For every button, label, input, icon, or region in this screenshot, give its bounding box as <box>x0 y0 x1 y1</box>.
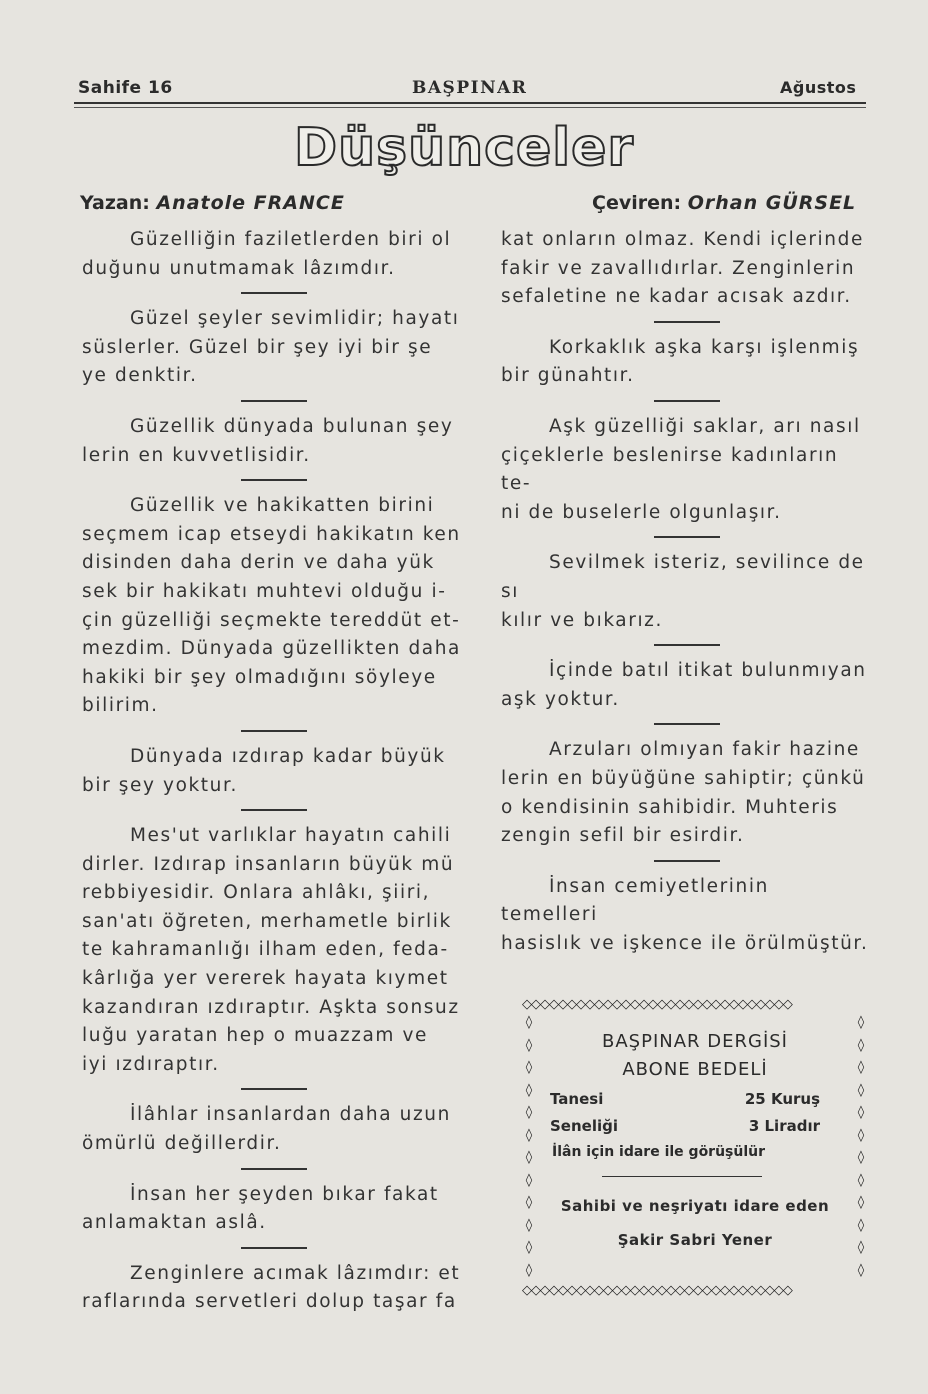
issue-month: Ağustos <box>780 78 857 97</box>
aphorism: Güzel şeyler sevimlidir; hayatı süslerler. Güzel bir şey iyi bir şe ye denktir. <box>82 308 460 387</box>
left-column <box>82 226 466 1317</box>
separator-rule <box>654 321 720 323</box>
price-row-yearly <box>550 1114 840 1138</box>
article-title: Düşünceler <box>293 118 634 178</box>
aphorism: İnsan cemiyetlerinin temelleri hasislık ve işkence ile örülmüştür. <box>501 875 869 954</box>
price-row-single <box>550 1084 840 1114</box>
separator-rule <box>241 730 307 732</box>
aphorism: İçinde batıl itikat bulunmıyan aşk yoktur. <box>501 660 867 710</box>
aphorism: Aşk güzelliği saklar, arı nasıl çiçeklerle beslenirse kadınların te- ni de buselerle olgunlaşır. <box>501 415 861 523</box>
header-rule-thin <box>74 107 866 108</box>
author-label: Yazan: <box>80 192 150 214</box>
header-rule <box>74 102 866 104</box>
diamond-border-right: ◊ ◊ ◊ ◊ ◊ ◊ ◊ ◊ ◊ ◊ ◊ ◊ <box>857 1015 865 1278</box>
aphorism: Güzellik dünyada bulunan şey lerin en kuvvetlisidir. <box>82 415 454 466</box>
subscription-box <box>522 998 868 1298</box>
diamond-border-left: ◊ ◊ ◊ ◊ ◊ ◊ ◊ ◊ ◊ ◊ ◊ ◊ <box>525 1015 533 1278</box>
separator-rule <box>654 860 720 862</box>
box-rule <box>602 1176 762 1177</box>
separator-rule <box>241 292 307 294</box>
translator-name: Orhan GÜRSEL <box>687 192 857 214</box>
aphorism: Güzellik ve hakikatten birini seçmem icap etseydi hakikatın ken disinden daha derin ve daha yük sek bir hakikatı muhtevi olduğu i- çin güzelliği seçmekte tereddüt et- mezdim. Dünyada güzellikten daha hakiki bir şey olmadığını söyleye bilirim. <box>82 495 461 717</box>
author-byline <box>80 192 345 214</box>
owner-name: Şakir Sabri Yener <box>617 1231 773 1249</box>
owner-label: Sahibi ve neşriyatı idare eden <box>560 1197 830 1215</box>
separator-rule <box>241 809 307 811</box>
single-price: 25 Kuruş <box>744 1090 820 1108</box>
box-subheading: ABONE BEDELİ <box>622 1059 768 1080</box>
single-label: Tanesi <box>550 1090 604 1108</box>
magazine-name: BAŞPINAR <box>412 78 528 98</box>
translator-byline <box>592 192 856 214</box>
aphorism: İlâhlar insanlardan daha uzun ömürlü değillerdir. <box>82 1104 451 1155</box>
aphorism: Arzuları olmıyan fakir hazine lerin en büyüğüne sahiptir; çünkü o kendisinin sahibidir. Muhteris zengin sefil bir esirdir. <box>501 739 866 847</box>
aphorism-continued: kat onların olmaz. Kendi içlerinde fakir ve zavallıdırlar. Zenginlerin sefaletine ne kadar acısak azdır. <box>501 229 864 308</box>
aphorism: Zenginlere acımak lâzımdır: et raflarında servetleri dolup taşar fa <box>82 1262 461 1313</box>
aphorism: Güzelliğin faziletlerden biri ol duğunu unutmamak lâzımdır. <box>82 229 452 279</box>
translator-label: Çeviren: <box>592 192 682 214</box>
diamond-border-bottom: ◇◇◇◇◇◇◇◇◇◇◇◇◇◇◇◇◇◇◇◇◇◇◇◇◇◇◇◇◇◇ <box>522 1284 792 1298</box>
aphorism: Korkaklık aşka karşı işlenmiş bir günahtır. <box>501 336 860 387</box>
aphorism: Mes'ut varlıklar hayatın cahili dirler. Izdırap insanların büyük mü rebbiyesidir. Onlara ahlâkı, şiiri, san'atı öğreten, merhametle birlik te kahramanlığı ilham eden, feda- kârlığa yer vererek hayata kıymet kazandıran ızdıraptır. Aşkta sonsuz luğu yaratan hep o muazzam ve iyi ızdıraptır. <box>82 825 460 1075</box>
separator-rule <box>241 400 307 402</box>
author-name: Anatole FRANCE <box>156 192 345 214</box>
subscription-content <box>550 1028 840 1257</box>
separator-rule <box>654 536 720 538</box>
aphorism: İnsan her şeyden bıkar fakat anlamaktan aslâ. <box>82 1183 439 1234</box>
yearly-label: Seneliği <box>550 1117 618 1135</box>
separator-rule <box>241 479 307 481</box>
aphorism: Dünyada ızdırap kadar büyük bir şey yoktur. <box>82 745 446 796</box>
yearly-price: 3 Liradır <box>748 1117 820 1135</box>
separator-rule <box>654 723 720 725</box>
page-number: Sahife 16 <box>78 78 173 98</box>
separator-rule <box>241 1168 307 1170</box>
diamond-border-top: ◇◇◇◇◇◇◇◇◇◇◇◇◇◇◇◇◇◇◇◇◇◇◇◇◇◇◇◇◇◇ <box>522 998 792 1012</box>
separator-rule <box>654 400 720 402</box>
box-heading: BAŞPINAR DERGİSİ <box>602 1031 788 1052</box>
separator-rule <box>241 1247 307 1249</box>
separator-rule <box>654 644 720 646</box>
ads-note: İlân için idare ile görüşülür <box>552 1144 766 1160</box>
separator-rule <box>241 1088 307 1090</box>
right-column <box>501 226 873 958</box>
aphorism: Sevilmek isteriz, sevilince de sı kılır ve bıkarız. <box>501 552 865 631</box>
